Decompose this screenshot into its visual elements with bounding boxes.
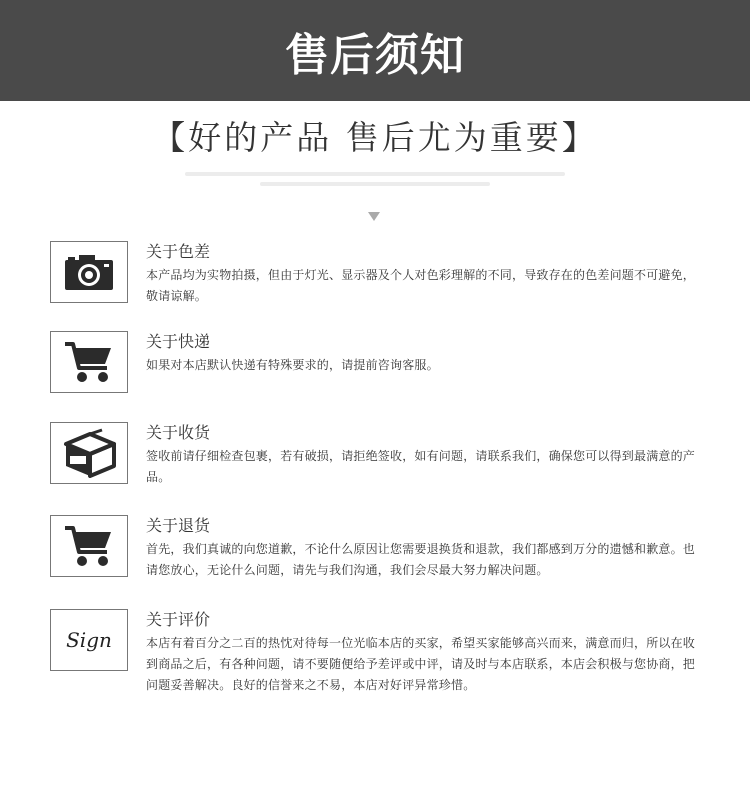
item-description: 首先，我们真诚的向您道歉，不论什么原因让您需要退换货和退款，我们都感到万分的遗憾和歉意。也请您放心，无论什么问题，请先与我们沟通，我们会尽最大努力解决问题。 — [146, 542, 696, 577]
return-cart-icon — [50, 515, 128, 577]
item-title: 关于收货 — [146, 423, 211, 442]
header-banner — [0, 0, 750, 101]
signature-icon — [50, 609, 128, 671]
item-title: 关于评价 — [146, 610, 211, 629]
item-description: 如果对本店默认快递有特殊要求的，请提前咨询客服。 — [146, 358, 439, 372]
item-title: 关于色差 — [146, 242, 211, 261]
signature-text: Sign — [66, 628, 112, 652]
item-title: 关于快递 — [146, 332, 211, 351]
down-arrow-icon — [368, 212, 380, 221]
item-description: 本店有着百分之二百的热忱对待每一位光临本店的买家，希望买家能够高兴而来，满意而归，所以在收到商品之后，有各种问题，请不要随便给予差评或中评，请及时与本店联系，本店会积极与您协商，把问题妥善解决。良好的信誉来之不易，本店对好评异常珍惜。 — [146, 636, 696, 692]
item-description: 签收前请仔细检查包裹，若有破损，请拒绝签收，如有问题，请联系我们，确保您可以得到最满意的产品。 — [146, 449, 696, 484]
subtitle: 【好的产品 售后尤为重要】 — [152, 118, 598, 157]
faint-divider-text — [185, 170, 565, 192]
item-description: 本产品均为实物拍摄，但由于灯光、显示器及个人对色彩理解的不同，导致存在的色差问题不可避免，敬请谅解。 — [146, 268, 696, 303]
package-box-icon — [50, 422, 128, 484]
camera-icon — [50, 241, 128, 303]
shopping-cart-icon — [50, 331, 128, 393]
page-title: 售后须知 — [285, 29, 465, 81]
item-title: 关于退货 — [146, 516, 211, 535]
